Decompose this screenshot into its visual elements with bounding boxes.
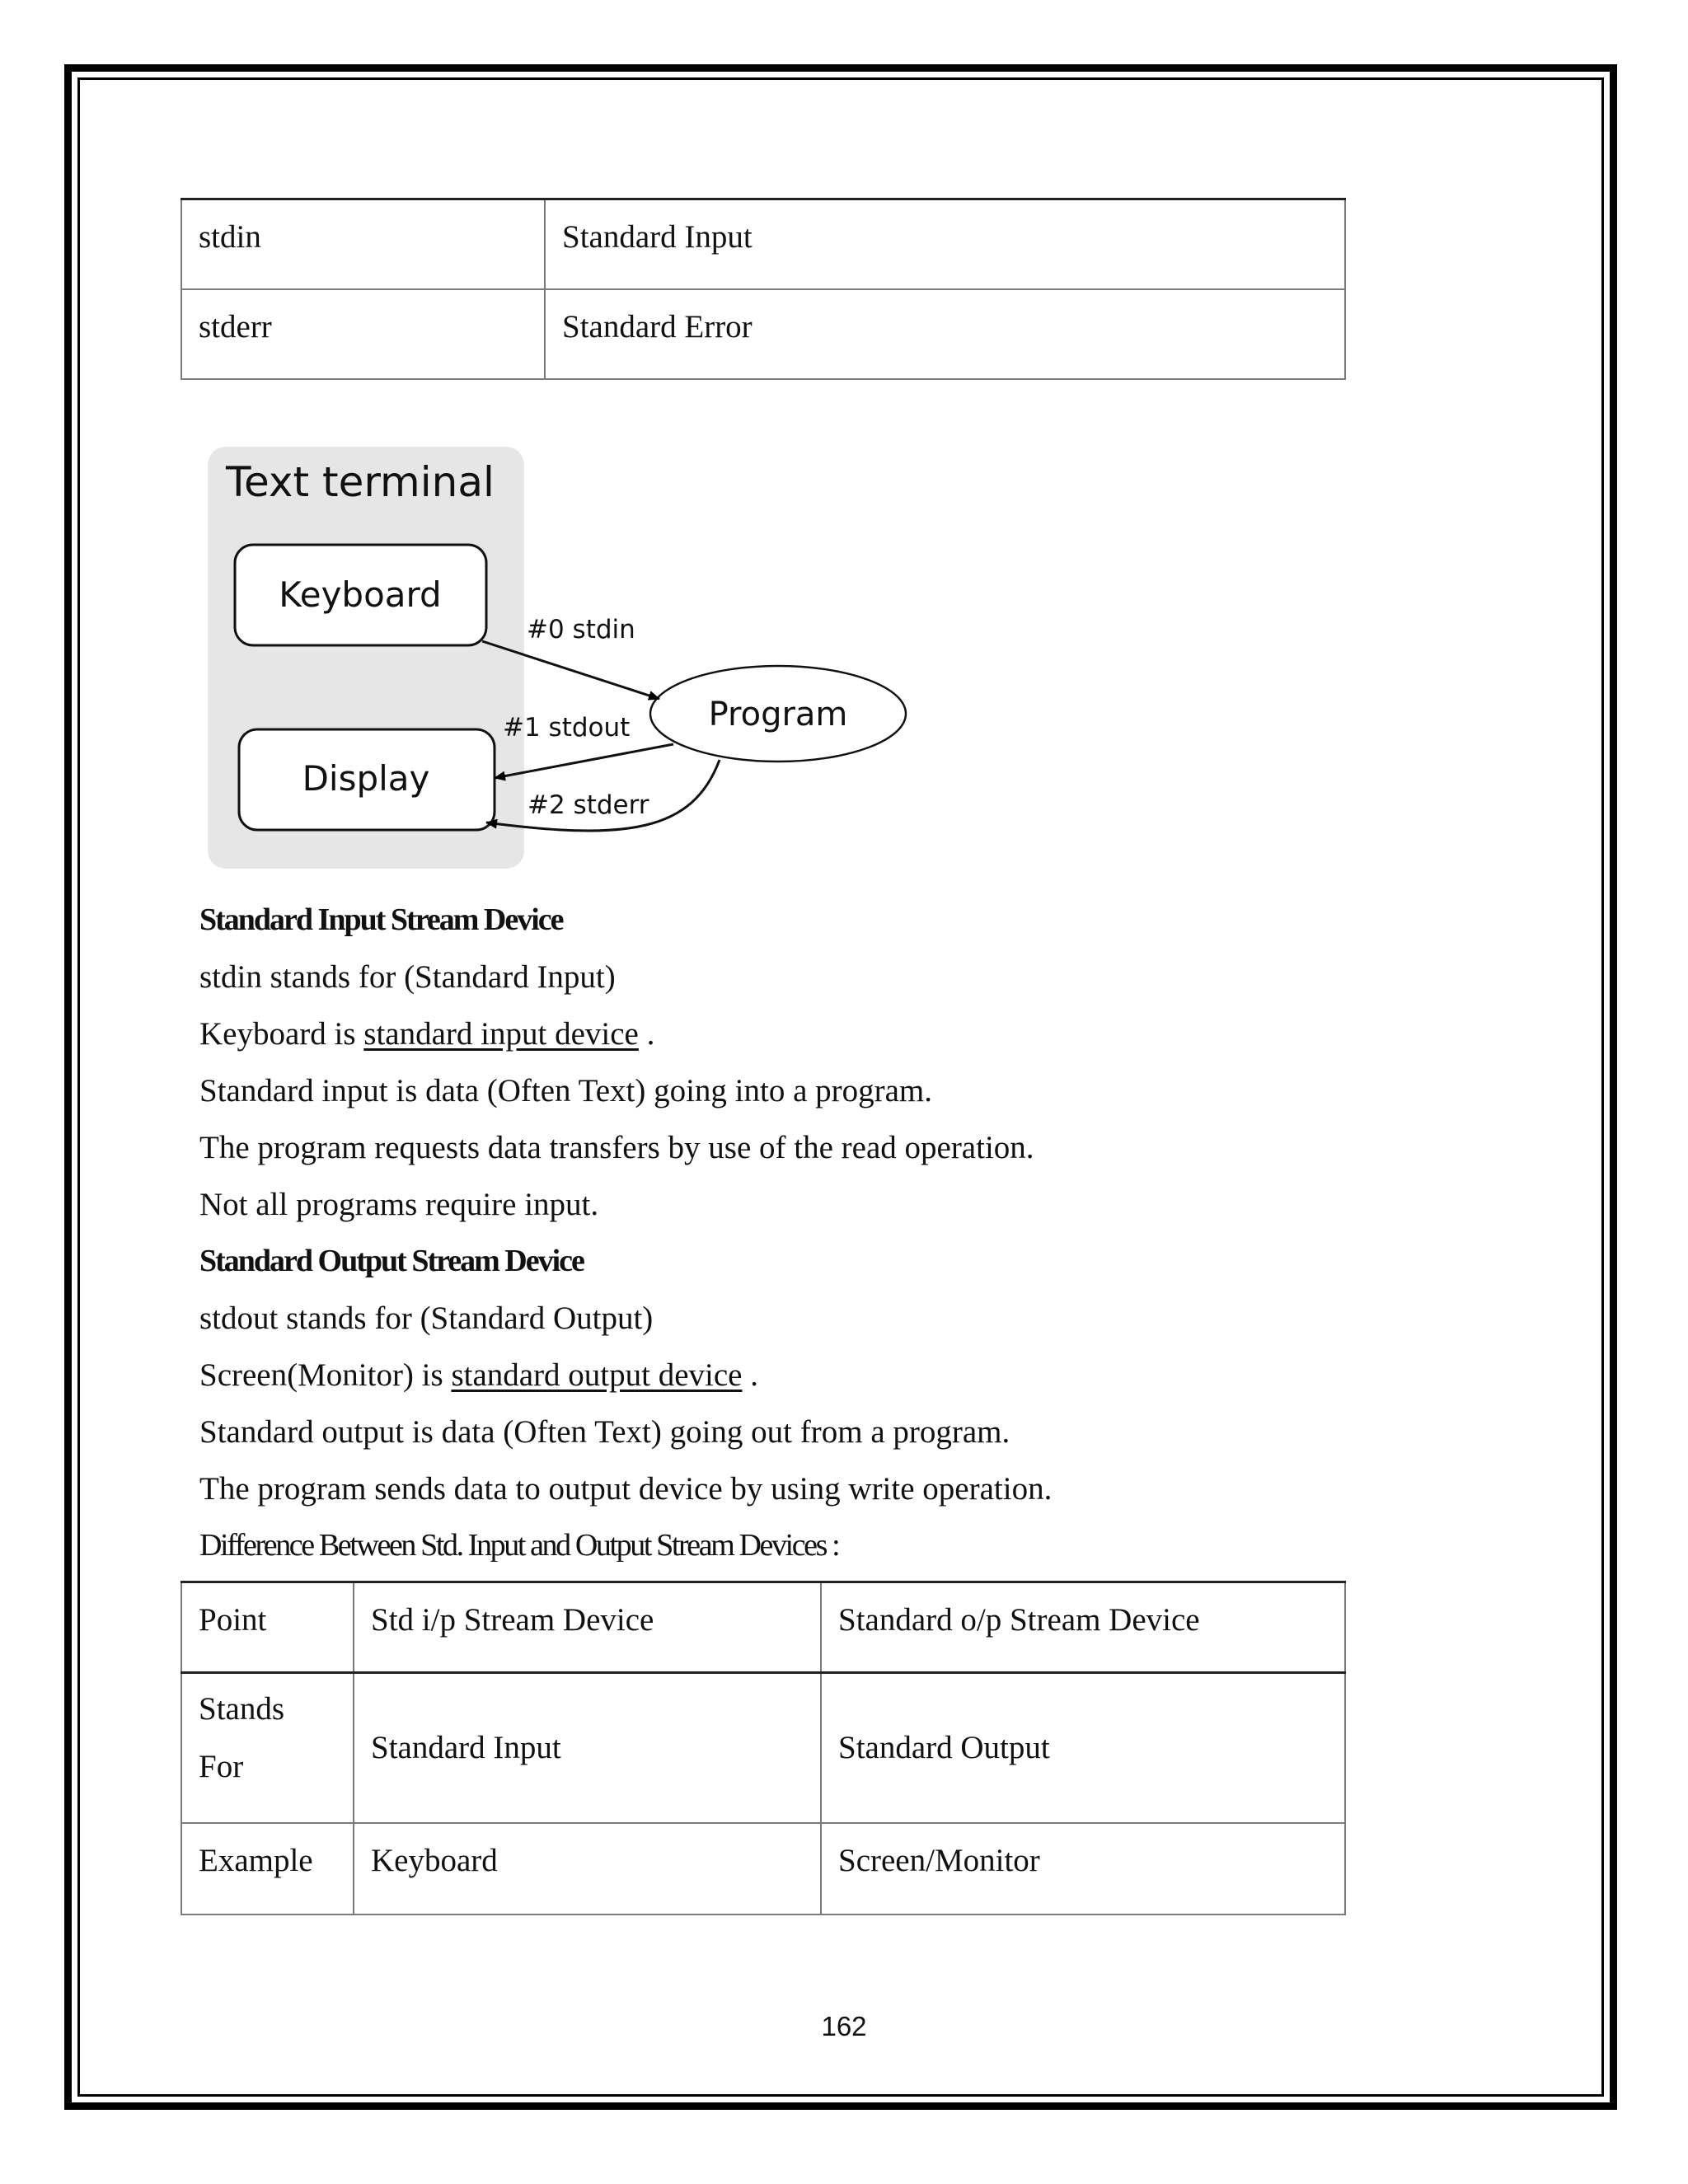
- table-row: [181, 199, 1345, 289]
- paragraph-line: [199, 1347, 1436, 1404]
- stdout-edge-label: #1 stdout: [503, 713, 631, 743]
- stdin-edge-label: #0 stdin: [527, 615, 635, 644]
- text-span: Screen(Monitor) is: [199, 1357, 452, 1393]
- output-cell: Screen/Monitor: [821, 1823, 1345, 1915]
- keyboard-node-label: Keyboard: [279, 574, 442, 615]
- stream-desc-cell: Standard Error: [545, 289, 1345, 379]
- body-text: [199, 892, 1436, 1574]
- paragraph-line: [199, 1005, 1436, 1062]
- page-number: 162: [821, 2011, 867, 2041]
- header-cell-point: Point: [181, 1582, 354, 1673]
- point-cell: [181, 1673, 354, 1823]
- output-section-heading: Standard Output Stream Device: [199, 1244, 584, 1278]
- input-section-heading: Standard Input Stream Device: [199, 902, 563, 937]
- standard-input-device-link[interactable]: standard input device: [363, 1016, 639, 1052]
- stream-table: [181, 198, 1346, 380]
- stream-name-cell: stdin: [181, 199, 545, 289]
- paragraph-line: The program sends data to output device by using write operation.: [199, 1471, 1053, 1507]
- table-row: [181, 1823, 1345, 1915]
- table-header-row: [181, 1582, 1345, 1673]
- difference-heading: Difference Between Std. Input and Output Stream Devices :: [199, 1528, 839, 1563]
- paragraph-line: Standard input is data (Often Text) going into a program.: [199, 1073, 933, 1108]
- display-node-label: Display: [302, 758, 430, 799]
- paragraph-line: The program requests data transfers by use of the read operation.: [199, 1130, 1034, 1165]
- standard-output-device-link[interactable]: standard output device: [451, 1357, 743, 1393]
- input-cell: Keyboard: [354, 1823, 821, 1915]
- paragraph-line: stdout stands for (Standard Output): [199, 1301, 654, 1336]
- point-cell: Example: [181, 1823, 354, 1915]
- difference-table: [181, 1581, 1346, 1915]
- stream-name-cell: stderr: [181, 289, 545, 379]
- program-node-label: Program: [708, 696, 848, 733]
- point-cell-line: For: [199, 1749, 244, 1784]
- paragraph-line: Standard output is data (Often Text) going out from a program.: [199, 1414, 1010, 1450]
- table-row: [181, 289, 1345, 379]
- output-cell: Standard Output: [821, 1673, 1345, 1823]
- paragraph-line: Not all programs require input.: [199, 1187, 599, 1222]
- table-row: [181, 1673, 1345, 1823]
- input-cell: Standard Input: [354, 1673, 821, 1823]
- terminal-group-label: Text terminal: [226, 458, 495, 506]
- paragraph-line: stdin stands for (Standard Input): [199, 959, 616, 995]
- stream-desc-cell: Standard Input: [545, 199, 1345, 289]
- text-span: .: [742, 1357, 758, 1393]
- point-cell-line: Stands: [199, 1691, 285, 1727]
- stderr-edge-label: #2 stderr: [528, 790, 649, 820]
- text-span: Keyboard is: [199, 1016, 364, 1052]
- io-stream-diagram: [198, 437, 923, 882]
- header-cell-output: Standard o/p Stream Device: [821, 1582, 1345, 1673]
- text-span: .: [638, 1016, 655, 1052]
- header-cell-input: Std i/p Stream Device: [354, 1582, 821, 1673]
